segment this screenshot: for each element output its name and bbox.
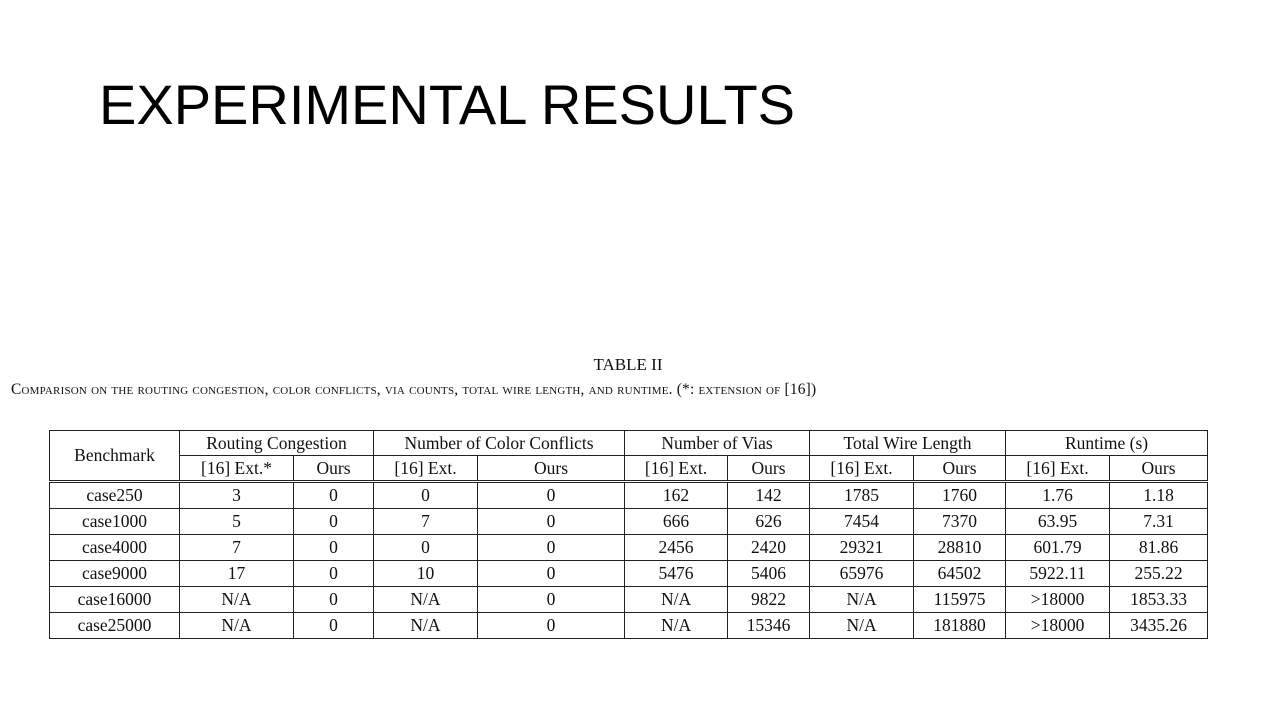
table-cell: 0 (294, 587, 374, 613)
header-benchmark: Benchmark (50, 431, 180, 482)
table-cell: 15346 (728, 613, 810, 639)
table-row (50, 509, 1208, 535)
table-cell: 626 (728, 509, 810, 535)
subheader-cell: Ours (294, 456, 374, 482)
subheader-cell: [16] Ext. (810, 456, 914, 482)
subheader-cell: Ours (914, 456, 1006, 482)
subheader-cell: Ours (1110, 456, 1208, 482)
table-cell: 7 (374, 509, 478, 535)
table-cell: 0 (478, 613, 625, 639)
table-cell: 7 (180, 535, 294, 561)
table-cell: 5476 (625, 561, 728, 587)
table-cell: 142 (728, 482, 810, 509)
table-cell: 0 (478, 561, 625, 587)
table-cell: 10 (374, 561, 478, 587)
table-header-row (50, 431, 1208, 456)
table-caption: Comparison on the routing congestion, color conflicts, via counts, total wire length, and runtime. (*: extension of [16]) (11, 381, 817, 398)
table-label: TABLE II (593, 355, 663, 374)
table-cell: 0 (294, 561, 374, 587)
table-cell: 3435.26 (1110, 613, 1208, 639)
table-cell: 7370 (914, 509, 1006, 535)
table-cell: 0 (478, 482, 625, 509)
table-cell: 181880 (914, 613, 1006, 639)
table-cell: 0 (294, 482, 374, 509)
header-routing-congestion: Routing Congestion (180, 431, 374, 456)
table-cell: case9000 (50, 561, 180, 587)
header-runtime: Runtime (s) (1006, 431, 1208, 456)
table-cell: N/A (625, 587, 728, 613)
header-color-conflicts: Number of Color Conflicts (374, 431, 625, 456)
table-cell: 0 (374, 482, 478, 509)
table-cell: >18000 (1006, 587, 1110, 613)
table-cell: 666 (625, 509, 728, 535)
header-number-of-vias: Number of Vias (625, 431, 810, 456)
table-cell: N/A (810, 587, 914, 613)
table-cell: 1.76 (1006, 482, 1110, 509)
slide-title: EXPERIMENTAL RESULTS (99, 73, 796, 136)
table-cell: 1.18 (1110, 482, 1208, 509)
table-cell: 1760 (914, 482, 1006, 509)
table-cell: 28810 (914, 535, 1006, 561)
table-cell: 0 (374, 535, 478, 561)
table-row (50, 482, 1208, 509)
table-cell: 255.22 (1110, 561, 1208, 587)
table-cell: 5406 (728, 561, 810, 587)
table-row (50, 613, 1208, 639)
table-cell: 0 (294, 509, 374, 535)
table-cell: N/A (625, 613, 728, 639)
table-cell: 64502 (914, 561, 1006, 587)
table-cell: N/A (180, 613, 294, 639)
table-cell: 601.79 (1006, 535, 1110, 561)
table-cell: 0 (478, 509, 625, 535)
table-cell: 2456 (625, 535, 728, 561)
table-cell: 1785 (810, 482, 914, 509)
subheader-cell: [16] Ext. (1006, 456, 1110, 482)
subheader-cell: [16] Ext. (625, 456, 728, 482)
table-cell: case4000 (50, 535, 180, 561)
table-row (50, 587, 1208, 613)
table-cell: 115975 (914, 587, 1006, 613)
subheader-cell: Ours (478, 456, 625, 482)
subheader-cell: Ours (728, 456, 810, 482)
table-cell: 5 (180, 509, 294, 535)
table-cell: case250 (50, 482, 180, 509)
table-row (50, 535, 1208, 561)
table-cell: case25000 (50, 613, 180, 639)
table-cell: >18000 (1006, 613, 1110, 639)
table-cell: 162 (625, 482, 728, 509)
table-cell: 63.95 (1006, 509, 1110, 535)
table-cell: 65976 (810, 561, 914, 587)
table-cell: 5922.11 (1006, 561, 1110, 587)
table-cell: 2420 (728, 535, 810, 561)
table-cell: 0 (478, 535, 625, 561)
table-cell: 81.86 (1110, 535, 1208, 561)
table-cell: 7454 (810, 509, 914, 535)
subheader-cell: [16] Ext. (374, 456, 478, 482)
table-cell: 29321 (810, 535, 914, 561)
table-cell: N/A (374, 613, 478, 639)
subheader-cell: [16] Ext.* (180, 456, 294, 482)
table-cell: case16000 (50, 587, 180, 613)
table-cell: 17 (180, 561, 294, 587)
table-cell: 1853.33 (1110, 587, 1208, 613)
table-cell: N/A (810, 613, 914, 639)
table-cell: 0 (294, 535, 374, 561)
table-subheader-row (50, 456, 1208, 482)
table-cell: 0 (478, 587, 625, 613)
table-cell: 7.31 (1110, 509, 1208, 535)
table-cell: 3 (180, 482, 294, 509)
table-cell: 9822 (728, 587, 810, 613)
table-cell: case1000 (50, 509, 180, 535)
header-total-wire-length: Total Wire Length (810, 431, 1006, 456)
results-table (49, 430, 1208, 639)
table-row (50, 561, 1208, 587)
table-cell: 0 (294, 613, 374, 639)
table-cell: N/A (180, 587, 294, 613)
table-cell: N/A (374, 587, 478, 613)
